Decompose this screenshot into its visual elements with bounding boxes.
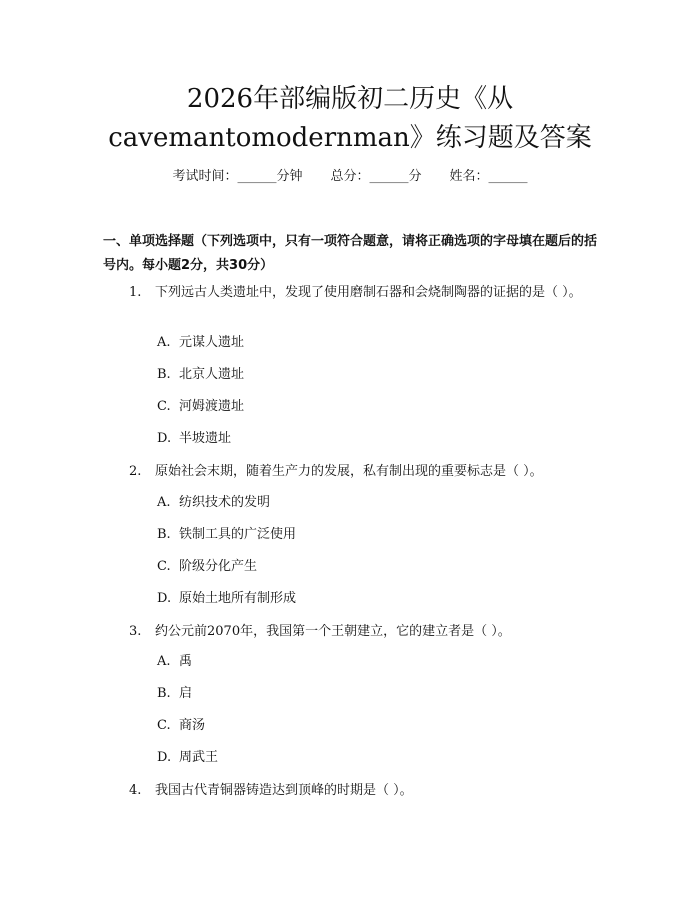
question-3: [103, 620, 598, 644]
exam-time-field: 考试时间：______分钟: [172, 169, 303, 184]
option-letter: A.: [157, 335, 171, 350]
question-text: 我国古代青铜器铸造达到顶峰的时期是（ ）。: [155, 783, 413, 798]
question-2: [103, 460, 598, 484]
option-letter: D.: [157, 591, 172, 606]
question-number: 2.: [129, 464, 142, 479]
option-text: 半坡遗址: [179, 431, 232, 446]
student-name-field: 姓名：______: [449, 169, 528, 184]
option-text: 北京人遗址: [179, 367, 245, 382]
total-score-field: 总分：______分: [330, 169, 422, 184]
question-text: 约公元前2070年，我国第一个王朝建立，它的建立者是（ ）。: [155, 624, 511, 639]
question-3-option-b: [157, 685, 192, 703]
option-text: 禹: [179, 654, 193, 669]
question-number: 3.: [129, 624, 142, 639]
question-2-option-a: [157, 494, 270, 512]
question-2-option-b: [157, 526, 296, 544]
option-letter: B.: [157, 367, 171, 382]
document-title-line-2: cavemantomodernman》练习题及答案: [108, 123, 592, 153]
question-1-option-d: [157, 430, 231, 448]
question-3-option-a: [157, 653, 192, 671]
option-text: 商汤: [179, 718, 206, 733]
question-1-option-a: [157, 334, 244, 352]
option-letter: C.: [157, 399, 171, 414]
question-text: 下列远古人类遗址中，发现了使用磨制石器和会烧制陶器的证据的是（ ）。: [155, 285, 582, 300]
question-3-option-d: [157, 749, 218, 767]
question-1-option-b: [157, 366, 244, 384]
section-heading-single-choice: 一、单项选择题（下列选项中，只有一项符合题意，请将正确选项的字母填在题后的括号内。每小题2分，共30分）: [103, 234, 598, 273]
option-text: 河姆渡遗址: [179, 399, 245, 414]
option-letter: C.: [157, 559, 171, 574]
option-text: 启: [179, 686, 193, 701]
question-1: [103, 281, 598, 305]
option-text: 铁制工具的广泛使用: [179, 527, 297, 542]
question-number: 4.: [129, 783, 142, 798]
question-2-option-d: [157, 590, 296, 608]
option-letter: A.: [157, 654, 171, 669]
option-text: 元谋人遗址: [179, 335, 245, 350]
option-text: 纺织技术的发明: [179, 495, 271, 510]
question-1-option-c: [157, 398, 244, 416]
option-letter: D.: [157, 750, 172, 765]
question-3-option-c: [157, 717, 205, 735]
question-2-option-c: [157, 558, 257, 576]
option-text: 原始土地所有制形成: [179, 591, 297, 606]
option-letter: D.: [157, 431, 172, 446]
exam-info: [0, 168, 700, 186]
question-number: 1.: [129, 285, 142, 300]
option-letter: C.: [157, 718, 171, 733]
option-letter: B.: [157, 686, 171, 701]
question-4: [103, 779, 598, 803]
document-title-line-1: 2026年部编版初二历史《从: [186, 84, 514, 114]
question-text: 原始社会末期，随着生产力的发展，私有制出现的重要标志是（ ）。: [155, 464, 543, 479]
option-text: 阶级分化产生: [179, 559, 258, 574]
option-letter: A.: [157, 495, 171, 510]
option-text: 周武王: [179, 750, 219, 765]
option-letter: B.: [157, 527, 171, 542]
